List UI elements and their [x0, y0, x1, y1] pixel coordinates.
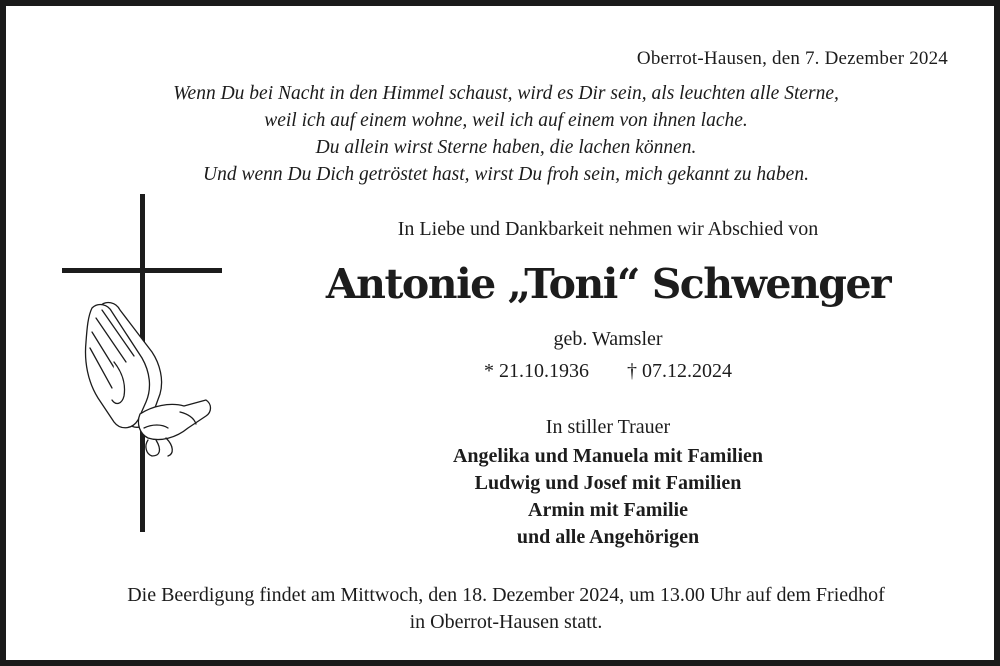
deceased-name: Antonie „Toni“ Schwenger — [325, 260, 891, 308]
funeral-line: Die Beerdigung findet am Mittwoch, den 18. Dezember 2024, um 13.00 Uhr auf dem Friedhof — [127, 584, 885, 606]
poem-line: Wenn Du bei Nacht in den Himmel schaust, wird es Dir sein, als leuchten alle Sterne, — [173, 83, 839, 104]
praying-hands-icon — [86, 303, 211, 456]
mourner-line: und alle Angehörigen — [516, 526, 700, 548]
funeral-info — [6, 582, 1000, 636]
funeral-line: in Oberrot-Hausen statt. — [409, 611, 603, 633]
mourner-line: Angelika und Manuela mit Familien — [452, 445, 764, 467]
farewell-intro: In Liebe und Dankbarkeit nehmen wir Abschied von — [397, 218, 819, 240]
mourners-list — [308, 443, 908, 551]
poem-line: Und wenn Du Dich getröstet hast, wirst Du froh sein, mich gekannt zu haben. — [203, 164, 809, 185]
cross-with-praying-hands — [56, 192, 226, 537]
place-date: Oberrot-Hausen, den 7. Dezember 2024 — [636, 48, 948, 69]
poem-line: Du allein wirst Sterne haben, die lachen können. — [315, 137, 697, 158]
mourning-line: In stiller Trauer — [545, 416, 671, 438]
poem-line: weil ich auf einem wohne, weil ich auf einem von ihnen lache. — [264, 110, 748, 131]
death-date: † 07.12.2024 — [627, 360, 732, 382]
poem — [6, 80, 1000, 188]
life-dates — [308, 360, 908, 383]
mourner-line: Armin mit Familie — [528, 499, 688, 521]
birth-date: * 21.10.1936 — [484, 360, 589, 382]
mourner-line: Ludwig und Josef mit Familien — [474, 472, 742, 494]
birth-name: geb. Wamsler — [553, 328, 663, 350]
